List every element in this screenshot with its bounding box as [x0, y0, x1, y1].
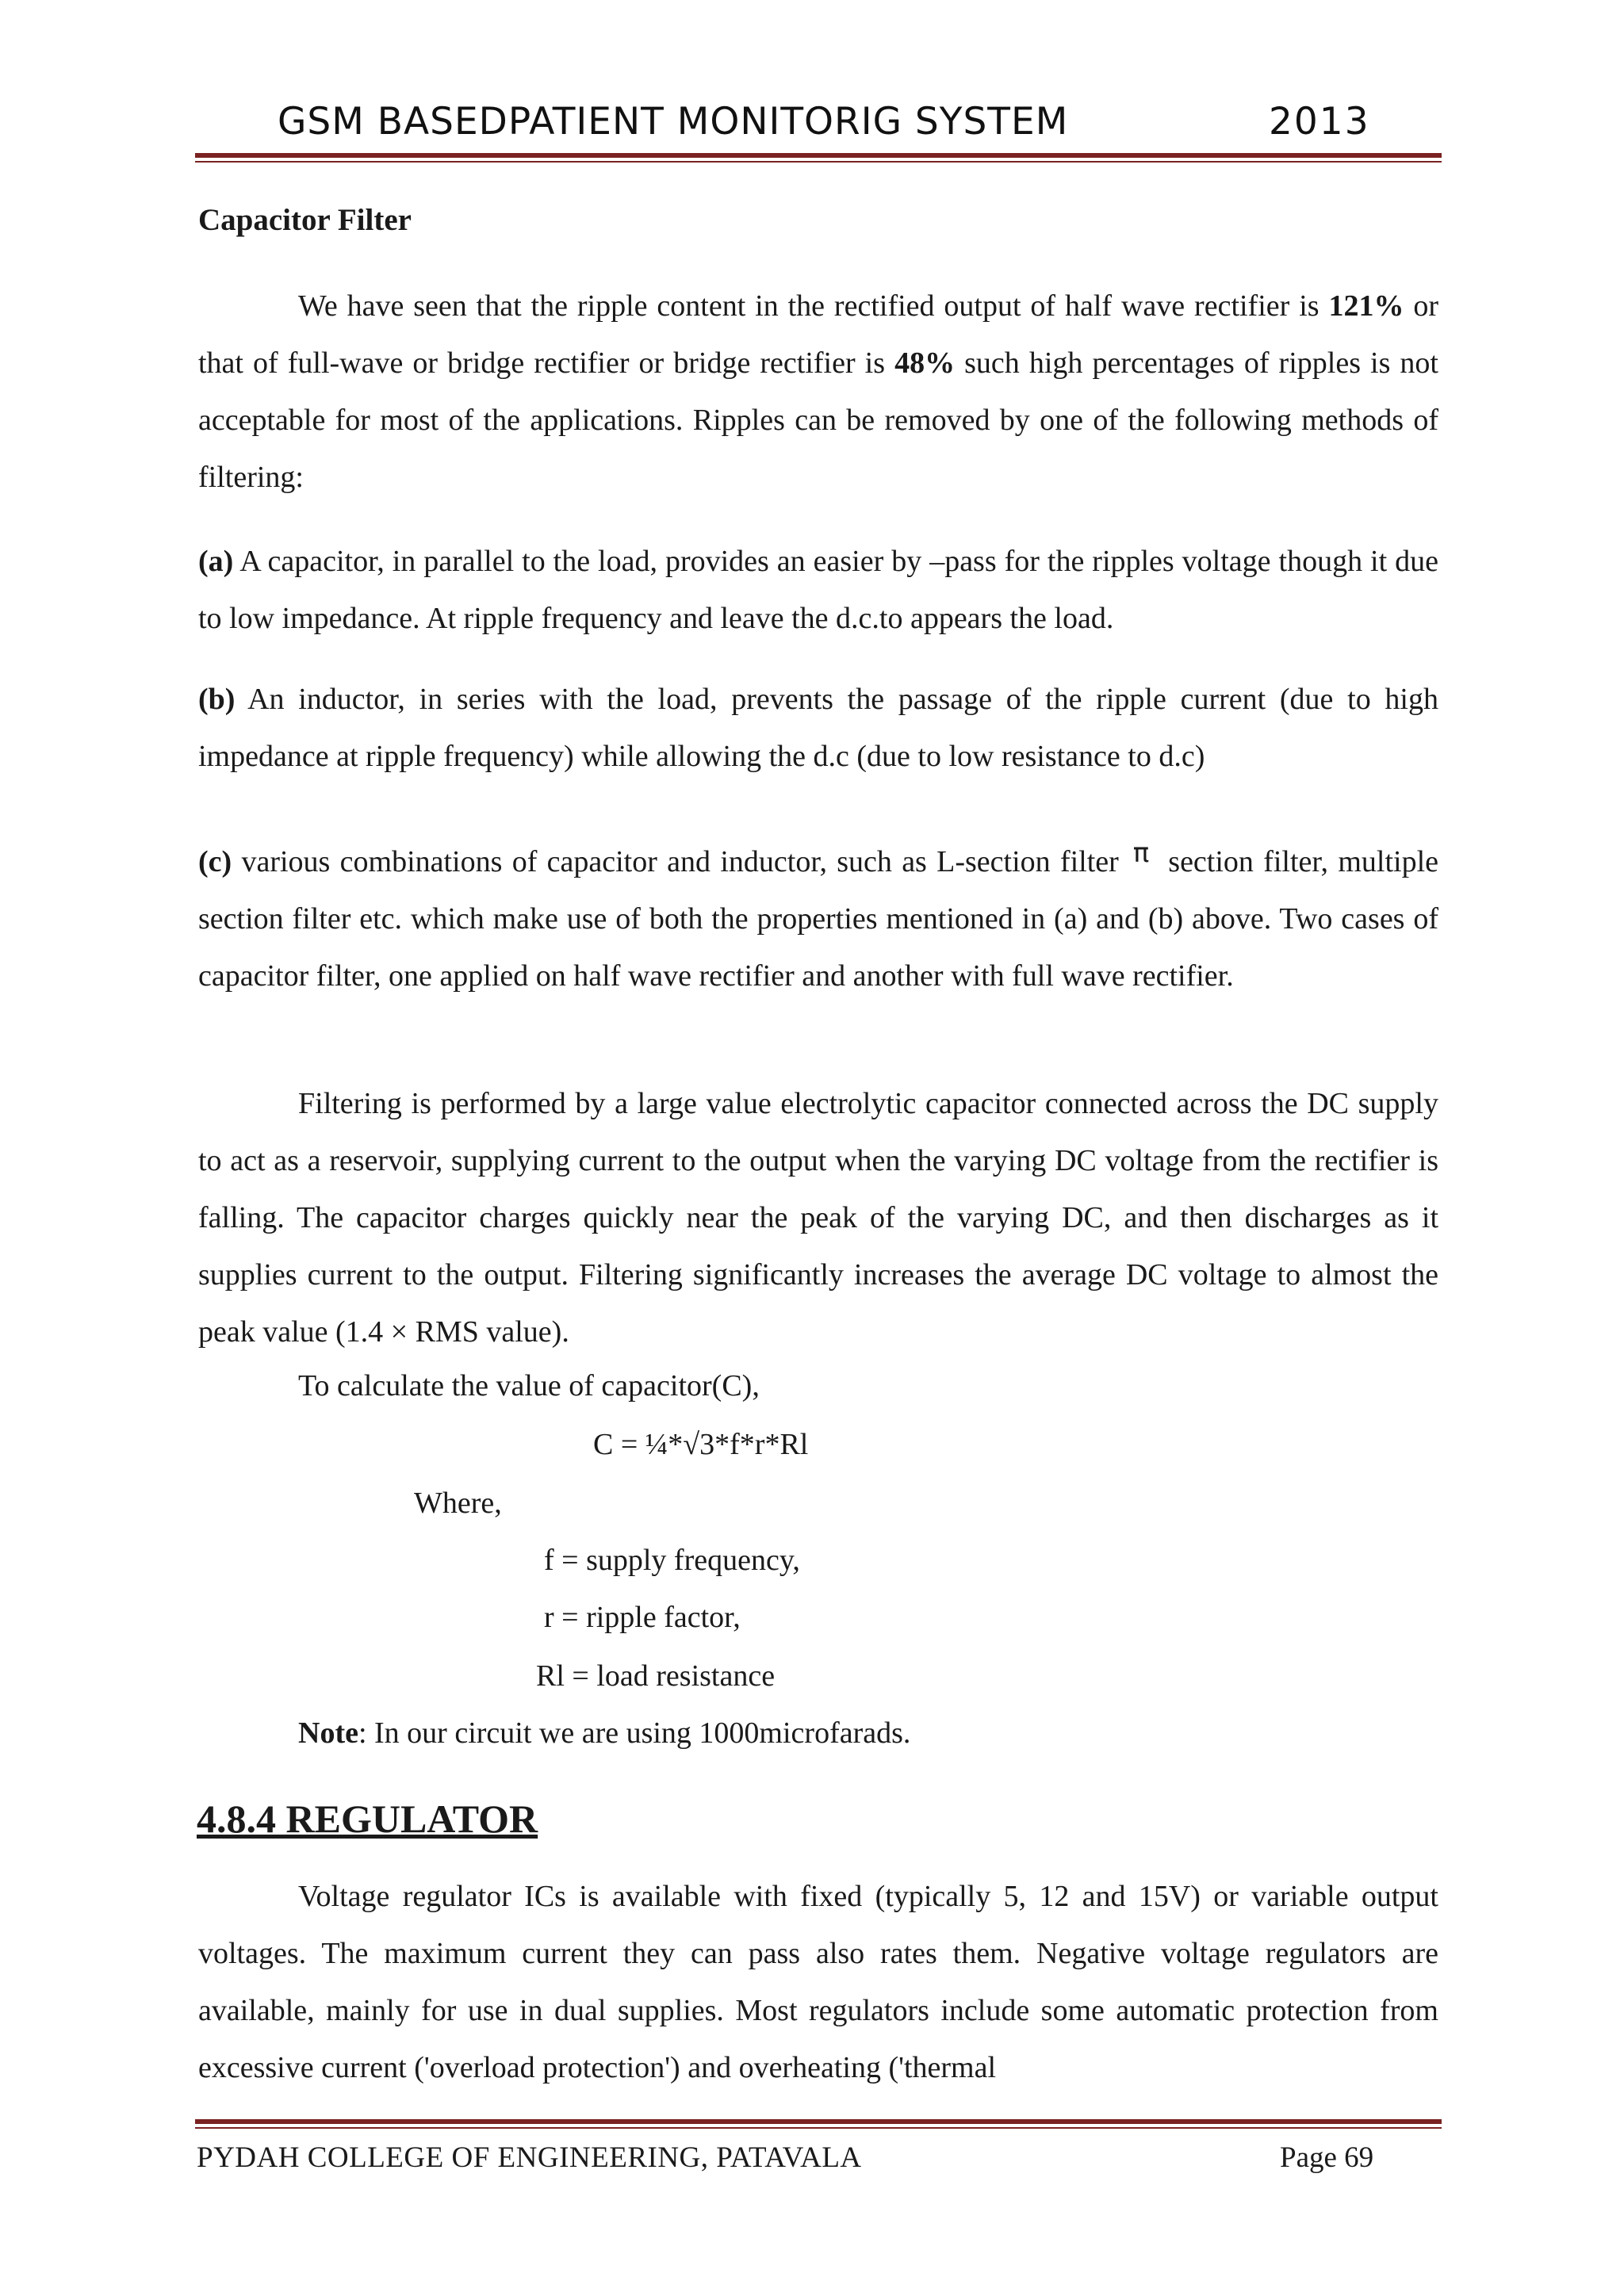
note-text: : In our circuit we are using 1000microfarads.	[358, 1716, 911, 1750]
paragraph-text: such high percentages of ripples is not acceptable for most of the applications. Ripples can be removed by one of the following methods of filtering:	[198, 346, 1438, 494]
header-rule-thin	[195, 161, 1442, 163]
footer-rule-thick	[195, 2119, 1442, 2124]
definition-rl: Rl = load resistance	[536, 1659, 776, 1693]
bold-value-48: 48%	[894, 346, 956, 380]
paragraph-regulator: Voltage regulator ICs is available with fixed (typically 5, 12 and 15V) or variable output voltages. The maximum current they can pass also rates them. Negative voltage regulators are available, mainly for use in dual supplies. Most regulators include some automatic protection from excessive current ('overload protection') and overheating ('thermal	[198, 1880, 1438, 2084]
list-label-c: (c)	[198, 845, 232, 878]
list-item-a	[198, 533, 1438, 647]
list-text-b: An inductor, in series with the load, prevents the passage of the ripple current (due to high impedance at ripple frequency) while allowing the d.c (due to low resistance to d.c)	[198, 683, 1438, 773]
note-line	[298, 1716, 910, 1751]
definition-f: f = supply frequency,	[544, 1544, 800, 1577]
paragraph-filtering: Filtering is performed by a large value electrolytic capacitor connected across the DC supply to act as a reservoir, supplying current to the output when the varying DC voltage from the rectifier is falling. The capacitor charges quickly near the peak of the varying DC, and then discharges as it supplies current to the output. Filtering significantly increases the average DC voltage to almost the peak value (1.4 × RMS value).	[198, 1087, 1438, 1349]
list-text-c-cont: section filter, multiple section filter etc. which make use of both the properties mentioned in (a) and (b) above. Two cases of capacitor filter, one applied on half wave rectifier and another with full wave rectifier.	[198, 845, 1438, 993]
pi-symbol: π	[1132, 837, 1150, 869]
section-heading: Capacitor Filter	[198, 203, 412, 237]
running-header-year: 2013	[1269, 100, 1370, 144]
paragraph-ripple-intro	[198, 277, 1438, 506]
footer-rule-thin	[195, 2127, 1442, 2129]
bold-value-121: 121%	[1328, 289, 1404, 323]
footer-college: PYDAH COLLEGE OF ENGINEERING, PATAVALA	[197, 2141, 862, 2174]
paragraph-text: We have seen that the ripple content in the rectified output of half wave rectifier is	[298, 289, 1329, 323]
list-label-b: (b)	[198, 683, 236, 716]
note-label: Note	[298, 1716, 358, 1750]
regulator-heading: 4.8.4 REGULATOR	[197, 1797, 538, 1841]
where-label: Where,	[414, 1487, 502, 1520]
list-text-c: various combinations of capacitor and inductor, such as L-section filter	[232, 845, 1119, 878]
capacitor-formula: C = ¼*√3*f*r*Rl	[593, 1428, 809, 1461]
definition-r: r = ripple factor,	[544, 1601, 741, 1634]
footer-page-number: Page 69	[1280, 2141, 1374, 2174]
list-item-b	[198, 671, 1438, 785]
list-label-a: (a)	[198, 545, 234, 578]
list-text-a: A capacitor, in parallel to the load, provides an easier by –pass for the ripples voltage though it due to low impedance. At ripple frequency and leave the d.c.to appears the load.	[198, 545, 1438, 635]
list-item-c	[198, 825, 1438, 1004]
header-rule-thick	[195, 153, 1442, 158]
running-header-title: GSM BASEDPATIENT MONITORIG SYSTEM	[278, 100, 1069, 144]
paragraph-text: or that of full-wave or bridge rectifier or bridge rectifier is	[198, 289, 1438, 380]
calc-intro: To calculate the value of capacitor(C),	[298, 1369, 760, 1402]
